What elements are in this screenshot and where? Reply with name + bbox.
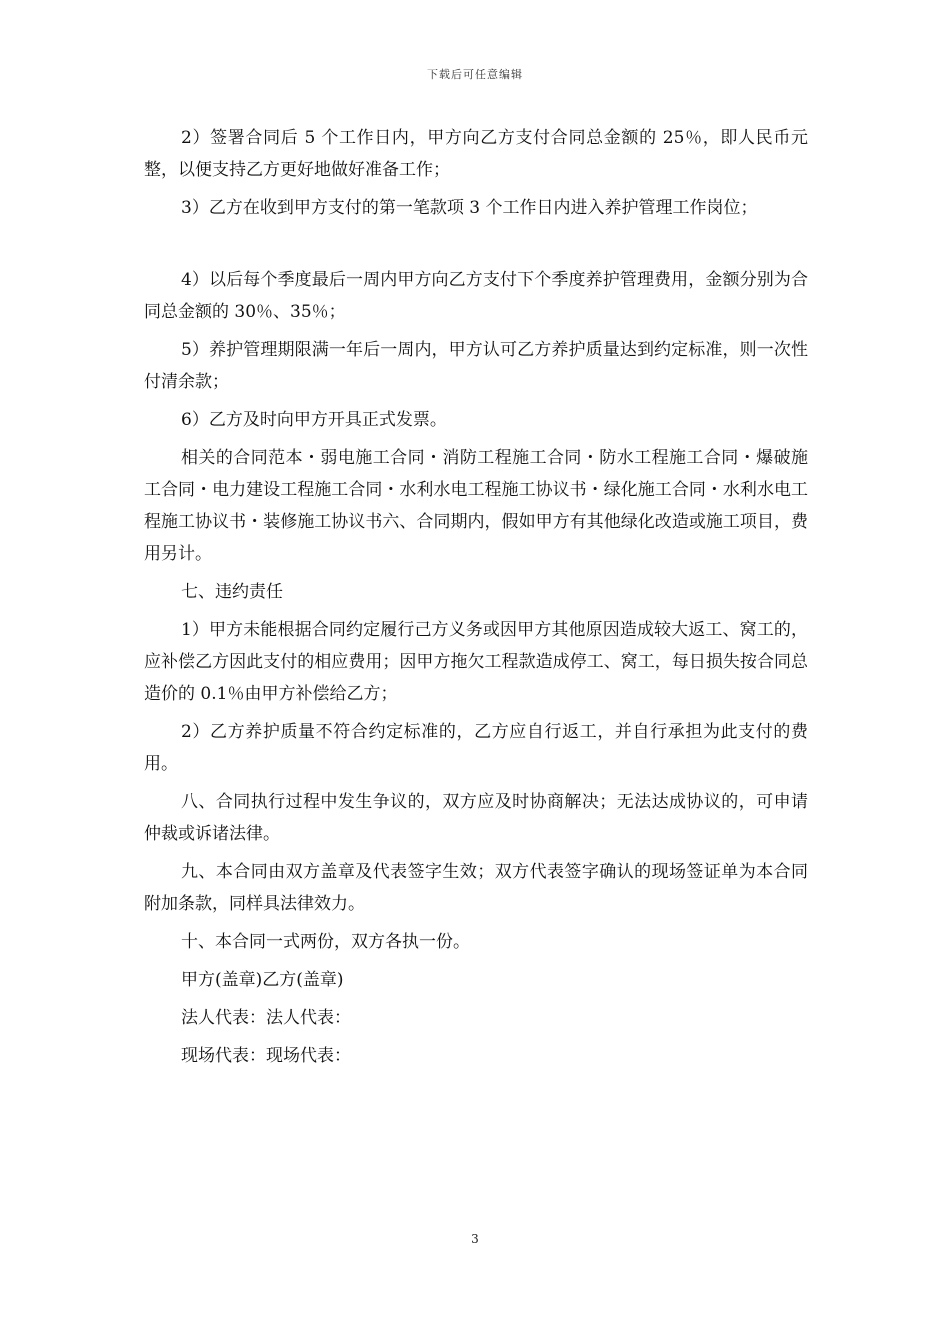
page-header: 下载后可任意编辑: [427, 68, 523, 81]
clause-breach-1: 1）甲方未能根据合同约定履行己方义务或因甲方其他原因造成较大返工、窝工的，应补偿乙方因此支付的相应费用；因甲方拖欠工程款造成停工、窝工，每日损失按合同总造价的 0.1％由甲方补偿给乙方；: [144, 620, 808, 704]
clause-payment-5: 5）养护管理期限满一年后一周内，甲方认可乙方养护质量达到约定标准，则一次性付清余款；: [144, 340, 808, 392]
clause-copies: 十、本合同一式两份，双方各执一份。: [181, 932, 470, 952]
clause-payment-3: 3）乙方在收到甲方支付的第一笔款项 3 个工作日内进入养护管理工作岗位；: [181, 198, 758, 218]
clause-payment-4: 4）以后每个季度最后一周内甲方向乙方支付下个季度养护管理费用，金额分别为合同总金额的 30％、35％；: [144, 270, 808, 322]
signature-site-rep-line: 现场代表：现场代表：: [181, 1046, 351, 1066]
signature-legal-rep-line: 法人代表：法人代表：: [181, 1008, 351, 1028]
section-heading-breach: 七、违约责任: [181, 582, 283, 602]
page-number: 3: [471, 1232, 479, 1246]
clause-dispute: 八、合同执行过程中发生争议的，双方应及时协商解决；无法达成协议的，可申请仲裁或诉诸法律。: [144, 792, 808, 844]
related-templates-paragraph: 相关的合同范本・弱电施工合同・消防工程施工合同・防水工程施工合同・爆破施工合同・电力建设工程施工合同・水利水电工程施工协议书・绿化施工合同・水利水电工程施工协议书・装修施工协议书六、合同期内，假如甲方有其他绿化改造或施工项目，费用另计。: [144, 448, 808, 564]
clause-effectiveness: 九、本合同由双方盖章及代表签字生效；双方代表签字确认的现场签证单为本合同附加条款，同样具法律效力。: [144, 862, 808, 914]
clause-breach-2: 2）乙方养护质量不符合约定标准的，乙方应自行返工，并自行承担为此支付的费用。: [144, 722, 808, 774]
signature-seal-line: 甲方(盖章)乙方(盖章): [181, 970, 344, 990]
clause-payment-6: 6）乙方及时向甲方开具正式发票。: [181, 410, 447, 430]
clause-payment-2: 2）签署合同后 5 个工作日内，甲方向乙方支付合同总金额的 25％，即人民币元整，以便支持乙方更好地做好准备工作；: [144, 128, 808, 180]
document-body: [144, 122, 808, 1078]
